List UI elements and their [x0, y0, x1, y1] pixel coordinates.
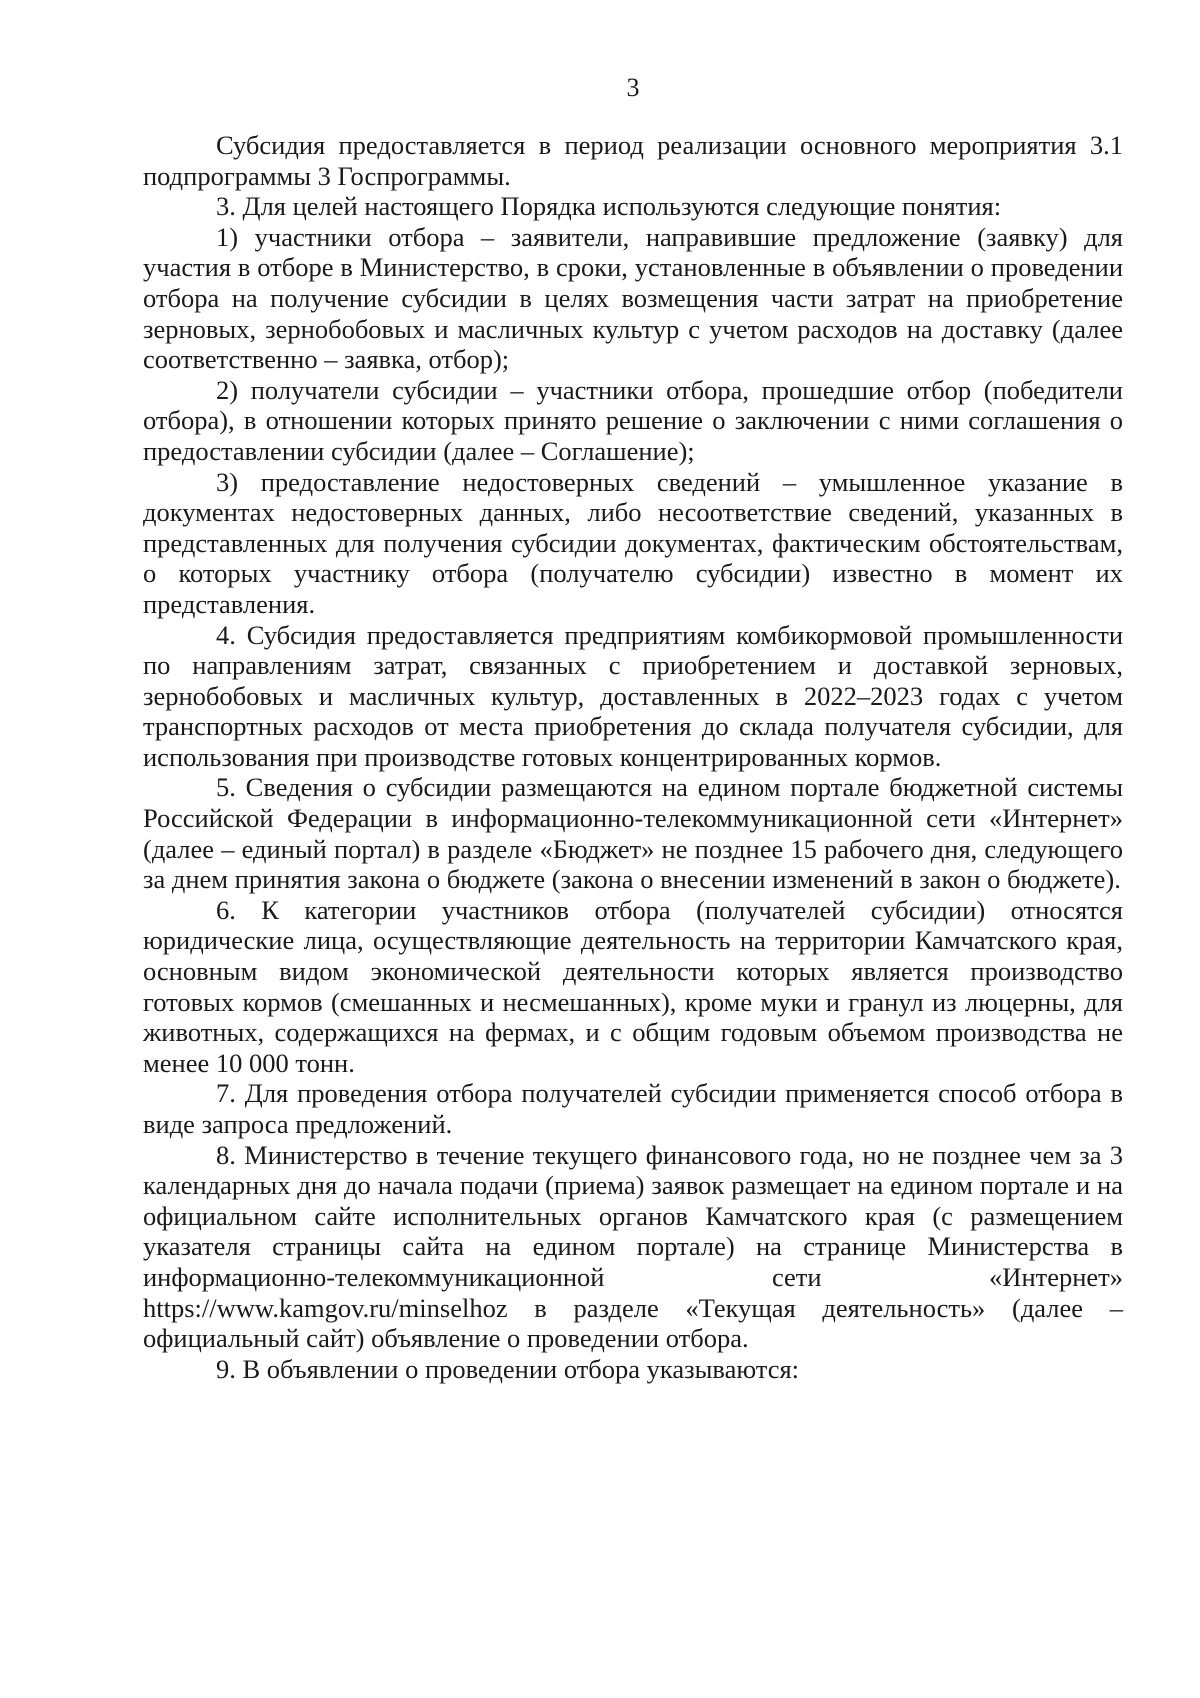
paragraph-6: 6. К категории участников отбора (получателей субсидии) относятся юридические лица, осуществляющие деятельность на территории Камчатского края, основным видом экономической деятельности которых является производство готовых кормов (смешанных и несмешанных), кроме муки и гранул из люцерны, для животных, содержащихся на фермах, и с общим годовым объемом производства не менее 10 000 тонн.: [143, 894, 1123, 1078]
paragraph-5: 5. Сведения о субсидии размещаются на едином портале бюджетной системы Российской Федерации в информационно-телекоммуникационной сети «Интернет» (далее – единый портал) в разделе «Бюджет» не позднее 15 рабочего дня, следующего за днем принятия закона о бюджете (закона о внесении изменений в закон о бюджете).: [143, 772, 1123, 895]
paragraph-8: 8. Министерство в течение текущего финансового года, но не позднее чем за 3 календарных дня до начала подачи (приема) заявок размещает на едином портале и на официальном сайте исполнительных органов Камчатского края (с размещением указателя страницы сайта на едином портале) на странице Министерства в информационно-телекоммуникационной сети «Интернет» https://www.kamgov.ru/minselhoz в разделе «Текущая деятельность» (далее – официальный сайт) объявление о проведении отбора.: [143, 1139, 1123, 1354]
paragraph-7: 7. Для проведения отбора получателей субсидии применяется способ отбора в виде запроса предложений.: [143, 1078, 1123, 1139]
paragraph-3-1-selection-participants: 1) участники отбора – заявители, направившие предложение (заявку) для участия в отборе в Министерство, в сроки, установленные в объявлении о проведении отбора на получение субсидии в целях возмещения части затрат на приобретение зерновых, зернобобовых и масличных культур с учетом расходов на доставку (далее соответственно – заявка, отбор);: [143, 221, 1123, 375]
paragraph-3-2-subsidy-recipients: 2) получатели субсидии – участники отбора, прошедшие отбор (победители отбора), в отношении которых принято решение о заключении с ними соглашения о предоставлении субсидии (далее – Соглашение);: [143, 374, 1123, 466]
page-number: 3: [626, 73, 640, 102]
paragraph-3-3-false-information: 3) предоставление недостоверных сведений – умышленное указание в документах недостоверных данных, либо несоответствие сведений, указанных в представленных для получения субсидии документах, фактическим обстоятельствам, о которых участнику отбора (получателю субсидии) известно в момент их представления.: [143, 466, 1123, 619]
paragraph-4: 4. Субсидия предоставляется предприятиям комбикормовой промышленности по направлениям затрат, связанных с приобретением и доставкой зерновых, зернобобовых и масличных культур, доставленных в 2022–2023 годах с учетом транспортных расходов от места приобретения до склада получателя субсидии, для использования при производстве готовых концентрированных кормов.: [143, 619, 1123, 772]
document-body: [143, 130, 1123, 1384]
paragraph-9: 9. В объявлении о проведении отбора указываются:: [216, 1353, 800, 1384]
paragraph-subsidy-period: Субсидия предоставляется в период реализации основного мероприятия 3.1 подпрограммы 3 Госпрограммы.: [143, 130, 1123, 191]
paragraph-3-definitions: 3. Для целей настоящего Порядка используются следующие понятия:: [216, 191, 1002, 222]
